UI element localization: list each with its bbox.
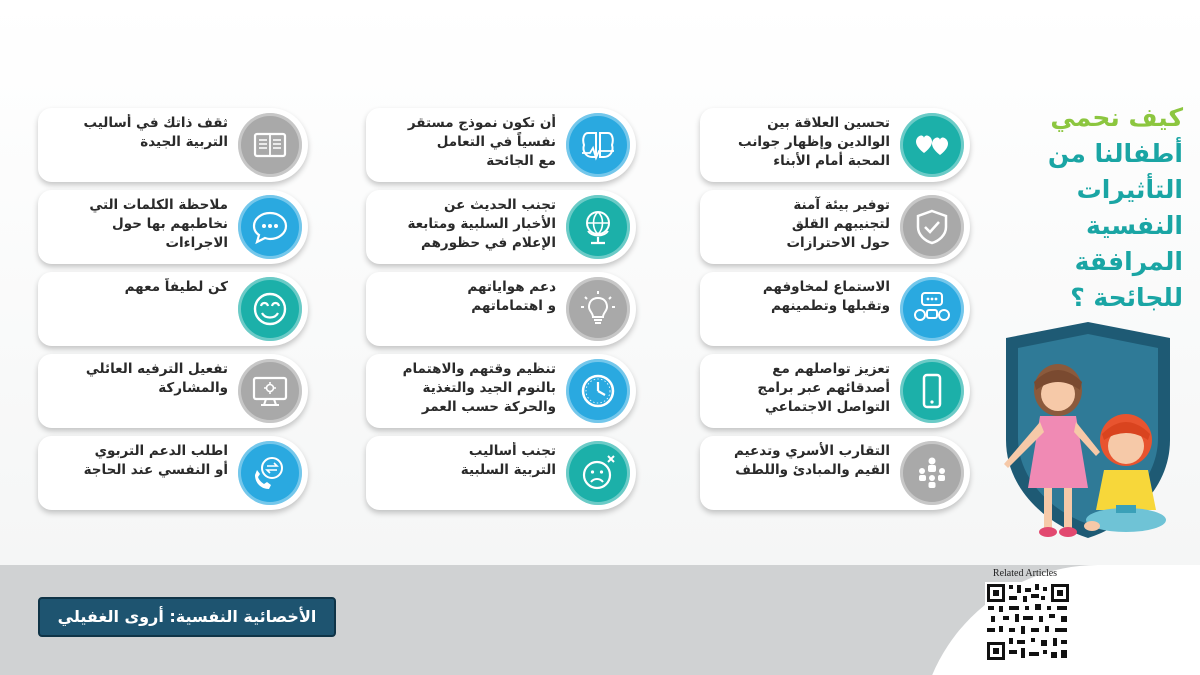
tip-icon-disc [566,441,630,505]
tip-card [700,190,970,264]
tip-icon-disc [238,113,302,177]
tip-icon-disc [238,359,302,423]
tip-card [700,354,970,428]
tip-icon-disc [900,359,964,423]
tip-text: تفعيل الترفيه العائلي والمشاركة [85,361,228,396]
tip-icon-disc [900,195,964,259]
family-group-icon [912,453,952,493]
tip-text: أن تكون نموذج مستقر نفسياً في التعامل مع الجائحة [407,115,556,169]
tip-text: تنظيم وقتهم والاهتمام بالنوم الجيد والتغذية والحركة حسب العمر [402,361,556,415]
tip-card [700,436,970,510]
tip-card [366,354,636,428]
tip-text: دعم هواياتهم و اهتماماتهم [467,279,556,314]
tip-card [38,190,308,264]
tip-card [700,272,970,346]
tip-card [700,108,970,182]
tip-text: كن لطيفاً معهم [124,279,228,295]
tip-icon-disc [566,359,630,423]
related-articles-label: Related Articles [992,568,1058,579]
qr-code-icon[interactable] [985,582,1071,662]
tip-card [38,354,308,428]
lightbulb-icon [578,289,618,329]
shield-check-icon [912,207,952,247]
tip-icon-disc [238,441,302,505]
title-line: النفسية [1086,211,1183,240]
phone-call-icon [250,453,290,493]
title-line: للجائحة ؟ [1070,283,1183,312]
tip-text: تحسين العلاقة بين الوالدين وإظهار جوانب المحبة أمام الأبناء [738,115,890,169]
tip-card [38,272,308,346]
tip-text: توفير بيئة آمنة لتجنيبهم القلق حول الاحترازات [786,197,890,251]
tip-icon-disc [900,441,964,505]
tip-icon-disc [566,113,630,177]
globe-icon [578,207,618,247]
tip-card [366,272,636,346]
tip-icon-disc [900,113,964,177]
chat-bubble-icon [250,207,290,247]
tip-icon-disc [566,277,630,341]
tip-card [366,436,636,510]
tip-text: ملاحظة الكلمات التي نخاطبهم بها حول الاجراءات [89,197,228,251]
tip-text: تعزيز تواصلهم مع أصدقائهم عبر برامج التواصل الاجتماعي [757,361,890,415]
author-badge: الأخصائية النفسية: أروى الغفيلي [38,597,336,637]
conversation-icon [912,289,952,329]
tip-card [38,436,308,510]
title-line: المرافقة [1074,247,1183,276]
monitor-icon [250,371,290,411]
brain-pulse-icon [578,125,618,165]
tip-card [366,108,636,182]
hearts-icon [912,125,952,165]
sad-face-icon [578,453,618,493]
title-line: التأثيرات [1076,175,1183,204]
smartphone-icon [912,371,952,411]
tip-text: تجنب أساليب التربية السلبية [460,443,556,478]
tip-text: ثقف ذاتك في أساليب التربية الجيدة [83,115,228,150]
tip-text: اطلب الدعم التربوي أو النفسي عند الحاجة [83,443,228,478]
tip-card [366,190,636,264]
smile-face-icon [250,289,290,329]
infographic-title [983,100,1183,316]
tip-text: تجنب الحديث عن الأخبار السلبية ومتابعة الإعلام في حظورهم [407,197,556,251]
title-line: أطفالنا من [1047,139,1183,168]
book-icon [250,125,290,165]
tip-icon-disc [900,277,964,341]
title-line: كيف نحمي [1050,103,1183,132]
tip-icon-disc [238,277,302,341]
tip-text: الاستماع لمخاوفهم وتقبلها وتطمينهم [762,279,890,314]
clock-icon [578,371,618,411]
tip-text: التقارب الأسري وتدعيم القيم والمبادئ واللطف [733,443,890,478]
children-illustration [996,360,1166,545]
tip-card [38,108,308,182]
tip-icon-disc [566,195,630,259]
tip-icon-disc [238,195,302,259]
